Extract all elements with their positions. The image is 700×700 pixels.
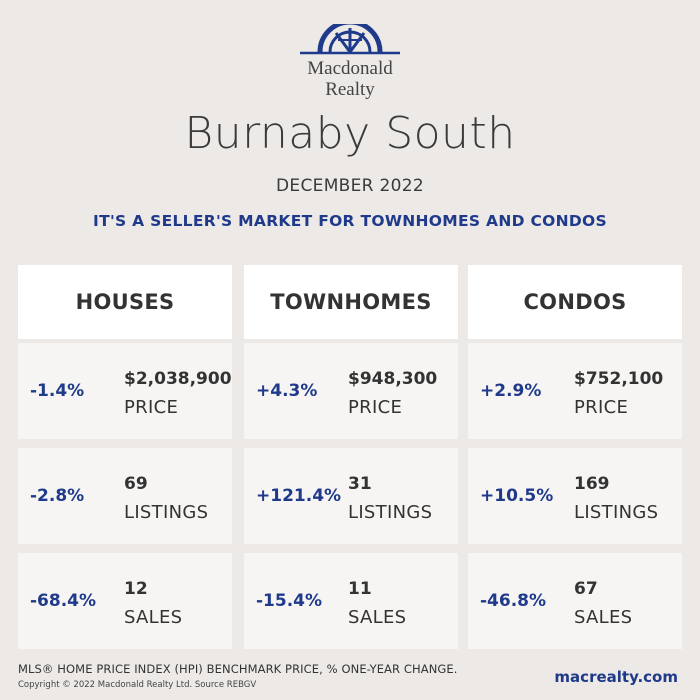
footer-copyright: Copyright © 2022 Macdonald Realty Ltd. Source REBGV [18,680,257,690]
listings-label: LISTINGS [124,502,209,523]
sales-change: -46.8% [480,591,547,611]
sales-label: SALES [574,607,633,628]
brand-name-line1: Macdonald [307,58,393,79]
sales-value: 67 [574,579,598,599]
sales-value: 11 [348,579,372,599]
sales-change: -68.4% [30,591,97,611]
sales-cell [244,553,458,649]
column-heading: TOWNHOMES [244,265,458,339]
price-value: $2,038,900 [124,369,232,389]
listings-change: -2.8% [30,486,85,506]
page-title: Burnaby South [184,108,516,159]
sales-label: SALES [348,607,407,628]
price-label: PRICE [124,397,179,418]
listings-label: LISTINGS [574,502,659,523]
listings-value: 31 [348,474,372,494]
column-heading: HOUSES [18,265,232,339]
sales-cell [18,553,232,649]
website-link[interactable]: macrealty.com [554,668,678,686]
price-cell [244,343,458,439]
price-label: PRICE [574,397,629,418]
price-change: +2.9% [480,381,542,401]
price-change: -1.4% [30,381,85,401]
listings-change: +121.4% [256,486,342,506]
listings-cell [468,448,682,544]
price-cell [18,343,232,439]
brand-name-line2: Realty [325,79,375,100]
macdonald-logo-icon [300,24,400,56]
listings-change: +10.5% [480,486,554,506]
market-tagline: IT'S A SELLER'S MARKET FOR TOWNHOMES AND CONDOS [93,212,607,230]
sales-value: 12 [124,579,148,599]
price-change: +4.3% [256,381,318,401]
listings-value: 69 [124,474,148,494]
footer-note: MLS® HOME PRICE INDEX (HPI) BENCHMARK PRICE, % ONE-YEAR CHANGE. [18,662,458,676]
brand-logo [0,24,700,100]
price-value: $752,100 [574,369,664,389]
listings-value: 169 [574,474,610,494]
sales-change: -15.4% [256,591,323,611]
page-subtitle: DECEMBER 2022 [276,176,424,196]
column-heading: CONDOS [468,265,682,339]
sales-label: SALES [124,607,183,628]
listings-cell [18,448,232,544]
price-cell [468,343,682,439]
price-label: PRICE [348,397,403,418]
listings-cell [244,448,458,544]
price-value: $948,300 [348,369,438,389]
sales-cell [468,553,682,649]
listings-label: LISTINGS [348,502,433,523]
